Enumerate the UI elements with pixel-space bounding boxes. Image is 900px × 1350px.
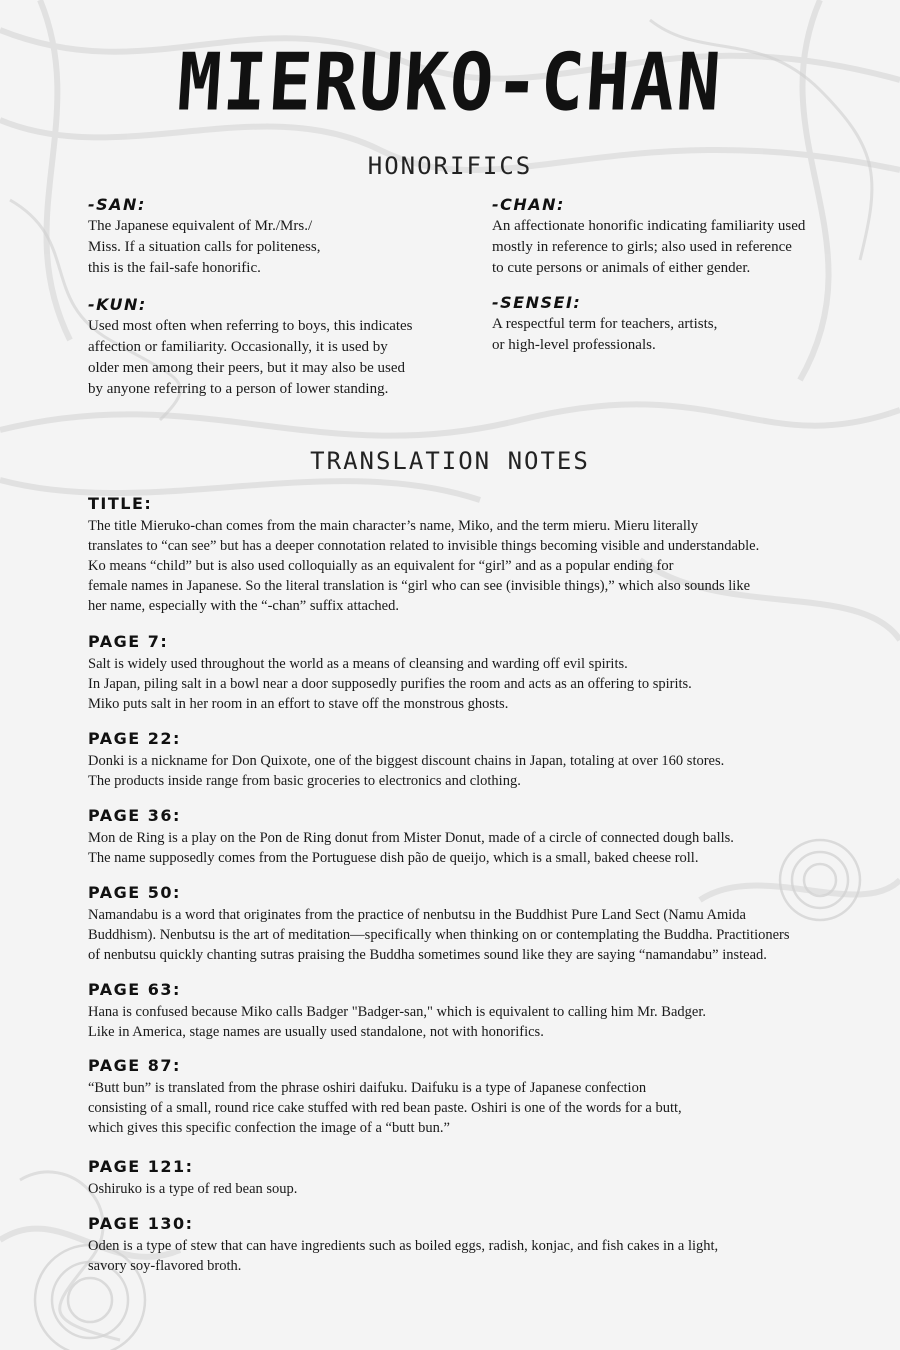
note-label: PAGE 7: xyxy=(88,632,169,651)
note-page-87 xyxy=(88,1056,868,1138)
translation-notes-heading: TRANSLATION NOTES xyxy=(310,447,590,475)
honorific-description: A respectful term for teachers, artists, or high-level professionals. xyxy=(492,316,718,353)
note-text: Namandabu is a word that originates from the practice of nenbutsu in the Buddhist Pure Land Sect (Namu Amida Buddhism). Nenbutsu is the art of meditation—specifically when thinking on or contemplating the Buddha. Practitioners of nenbutsu quickly chanting sutras praising the Buddha sometimes sound like they are saying “namandabu” instead. xyxy=(88,907,790,963)
note-text: Oden is a type of stew that can have ingredients such as boiled eggs, radish, konjac, and fish cakes in a light, savory soy-flavored broth. xyxy=(88,1238,719,1274)
note-page-36 xyxy=(88,806,868,868)
note-page-22 xyxy=(88,729,868,791)
honorific-chan xyxy=(492,194,872,279)
honorific-description: An affectionate honorific indicating familiarity used mostly in reference to girls; also used in reference to cute persons or animals of either gender. xyxy=(492,218,806,276)
honorific-term: -CHAN: xyxy=(492,195,565,214)
note-page-50 xyxy=(88,883,868,965)
note-label: PAGE 50: xyxy=(88,883,181,902)
note-text: Donki is a nickname for Don Quixote, one of the biggest discount chains in Japan, totaling at over 160 stores. The products inside range from basic groceries to electronics and clothing. xyxy=(88,753,725,789)
honorific-sensei xyxy=(492,292,872,356)
note-page-63 xyxy=(88,980,868,1042)
honorific-term: -SENSEI: xyxy=(492,293,582,312)
note-text: Hana is confused because Miko calls Badger "Badger-san," which is equivalent to calling him Mr. Badger. Like in America, stage names are usually used standalone, not with honorifics. xyxy=(88,1004,706,1040)
note-label: PAGE 130: xyxy=(88,1214,194,1233)
note-text: The title Mieruko-chan comes from the main character’s name, Miko, and the term mieru. Mieru literally translates to “can see” but has a deeper connotation related to invisible things becoming visible and understandable. Ko means “child” but is also used colloquially as an equivalent for “girl” and as a popular ending for female names in Japanese. So the literal translation is “girl who can see (invisible things),” which also sounds like her name, especially with the “-chan” suffix attached. xyxy=(88,518,760,614)
note-label: PAGE 87: xyxy=(88,1056,181,1075)
honorific-description: Used most often when referring to boys, this indicates affection or familiarity. Occasionally, it is used by older men among their peers, but it may also be used by anyone referring to a person of lower standing. xyxy=(88,318,413,397)
honorifics-heading: HONORIFICS xyxy=(367,152,533,180)
honorific-kun xyxy=(88,294,468,400)
note-text: Salt is widely used throughout the world as a means of cleansing and warding off evil spirits. In Japan, piling salt in a bowl near a door supposedly purifies the room and acts as an offering to spirits. Miko puts salt in her room in an effort to stave off the monstrous ghosts. xyxy=(88,656,692,712)
note-label: TITLE: xyxy=(88,494,153,513)
note-label: PAGE 121: xyxy=(88,1157,194,1176)
honorific-san xyxy=(88,194,468,279)
note-title xyxy=(88,494,868,616)
note-label: PAGE 36: xyxy=(88,806,181,825)
honorific-term: -SAN: xyxy=(88,195,146,214)
page-title: MIERUKO-CHAN xyxy=(174,35,726,129)
note-page-7 xyxy=(88,632,868,714)
note-label: PAGE 63: xyxy=(88,980,181,999)
honorific-description: The Japanese equivalent of Mr./Mrs./ Miss. If a situation calls for politeness, this is the fail-safe honorific. xyxy=(88,218,321,276)
note-page-121 xyxy=(88,1157,868,1199)
honorific-term: -KUN: xyxy=(88,295,147,314)
note-text: “Butt bun” is translated from the phrase oshiri daifuku. Daifuku is a type of Japanese confection consisting of a small, round rice cake stuffed with red bean paste. Oshiri is one of the words for a butt, which gives this specific confection the image of a “butt bun.” xyxy=(88,1080,682,1136)
note-text: Oshiruko is a type of red bean soup. xyxy=(88,1181,298,1197)
note-label: PAGE 22: xyxy=(88,729,181,748)
note-page-130 xyxy=(88,1214,868,1276)
note-text: Mon de Ring is a play on the Pon de Ring donut from Mister Donut, made of a circle of connected dough balls. The name supposedly comes from the Portuguese dish pão de queijo, which is a small, baked cheese roll. xyxy=(88,830,734,866)
